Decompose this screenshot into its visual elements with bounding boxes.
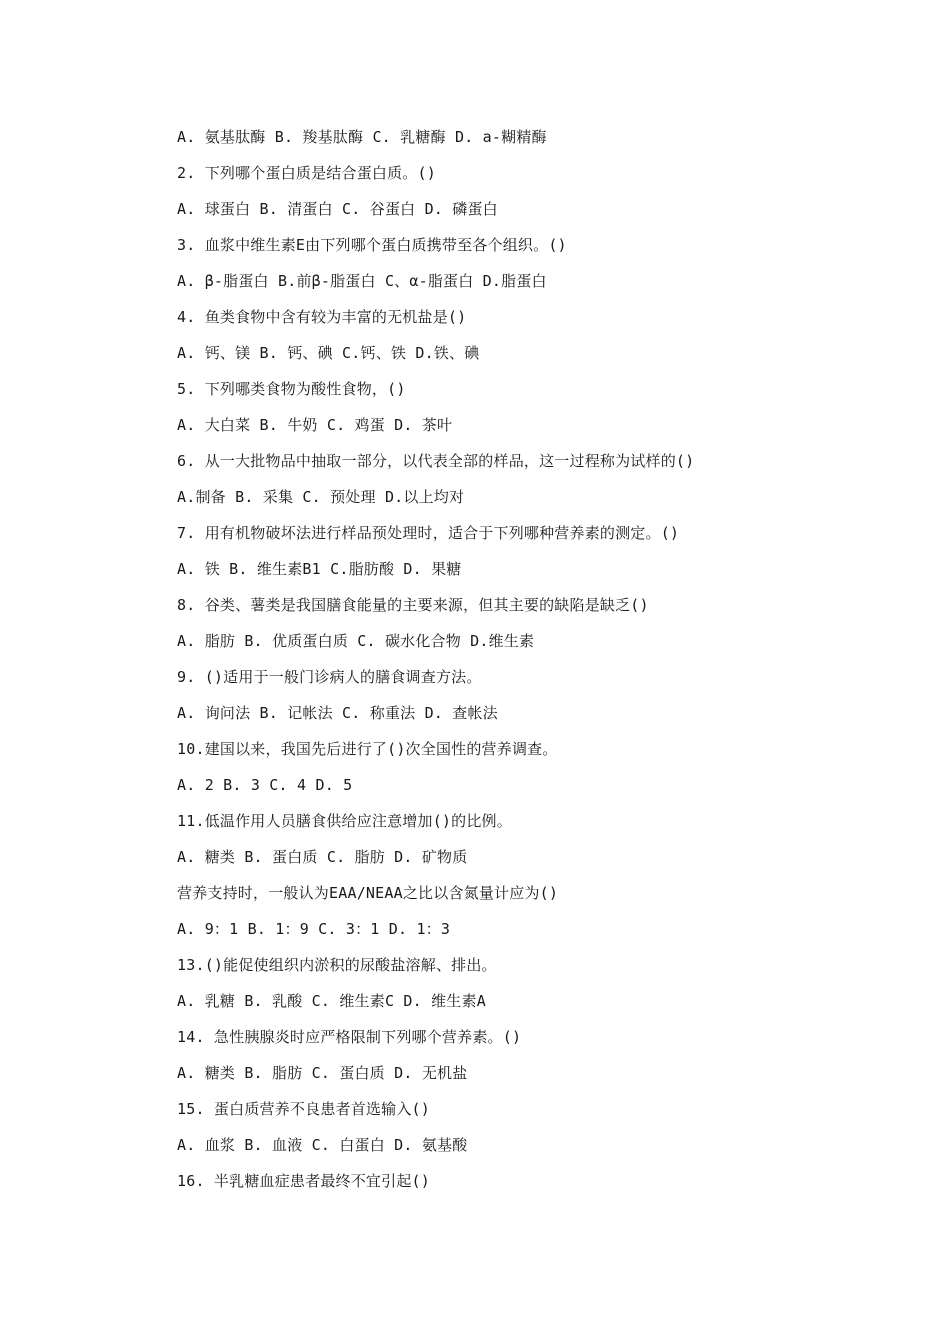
answer-options-line: A. 大白菜 B. 牛奶 C. 鸡蛋 D. 茶叶 [177,416,453,434]
answer-options-line: A. 铁 B. 维生素B1 C.脂肪酸 D. 果糖 [177,560,462,578]
answer-options-line: A. 脂肪 B. 优质蛋白质 C. 碳水化合物 D.维生素 [177,632,535,650]
answer-options-line: A. 询问法 B. 记帐法 C. 称重法 D. 查帐法 [177,704,498,722]
question-list [177,124,877,1204]
answer-options-line: A. 9：1 B. 1：9 C. 3：1 D. 1：3 [177,920,451,938]
question-line: 7. 用有机物破坏法进行样品预处理时，适合于下列哪种营养素的测定。() [177,524,680,542]
question-line: 营养支持时，一般认为EAA/NEAA之比以含氮量计应为() [177,884,559,902]
question-line: 5. 下列哪类食物为酸性食物，() [177,380,406,398]
question-line: 10.建国以来，我国先后进行了()次全国性的营养调查。 [177,740,558,758]
question-line: 6. 从一大批物品中抽取一部分，以代表全部的样品，这一过程称为试样的() [177,452,695,470]
question-line: 8. 谷类、薯类是我国膳食能量的主要来源，但其主要的缺陷是缺乏() [177,596,649,614]
question-line: 13.()能促使组织内淤积的尿酸盐溶解、排出。 [177,956,497,974]
question-line: 11.低温作用人员膳食供给应注意增加()的比例。 [177,812,512,830]
answer-options-line: A. β-脂蛋白 B.前β-脂蛋白 C、α-脂蛋白 D.脂蛋白 [177,272,547,290]
question-line: 14. 急性胰腺炎时应严格限制下列哪个营养素。() [177,1028,522,1046]
question-line: 16. 半乳糖血症患者最终不宜引起() [177,1172,430,1190]
answer-options-line: A. 乳糖 B. 乳酸 C. 维生素C D. 维生素A [177,992,486,1010]
answer-options-line: A. 2 B. 3 C. 4 D. 5 [177,776,353,794]
answer-options-line: A. 球蛋白 B. 清蛋白 C. 谷蛋白 D. 磷蛋白 [177,200,498,218]
question-line: 4. 鱼类食物中含有较为丰富的无机盐是() [177,308,467,326]
answer-options-line: A. 糖类 B. 蛋白质 C. 脂肪 D. 矿物质 [177,848,468,866]
answer-options-line: A. 血浆 B. 血液 C. 白蛋白 D. 氨基酸 [177,1136,468,1154]
answer-options-line: A. 钙、镁 B. 钙、碘 C.钙、铁 D.铁、碘 [177,344,480,362]
question-line: 15. 蛋白质营养不良患者首选输入() [177,1100,430,1118]
question-line: 2. 下列哪个蛋白质是结合蛋白质。() [177,164,436,182]
question-line: 3. 血浆中维生素E由下列哪个蛋白质携带至各个组织。() [177,236,567,254]
answer-options-line: A. 糖类 B. 脂肪 C. 蛋白质 D. 无机盐 [177,1064,468,1082]
answer-options-line: A.制备 B. 采集 C. 预处理 D.以上均对 [177,488,465,506]
answer-options-line: A. 氨基肽酶 B. 羧基肽酶 C. 乳糖酶 D. a-糊精酶 [177,128,547,146]
question-line: 9. ()适用于一般门诊病人的膳食调查方法。 [177,668,482,686]
